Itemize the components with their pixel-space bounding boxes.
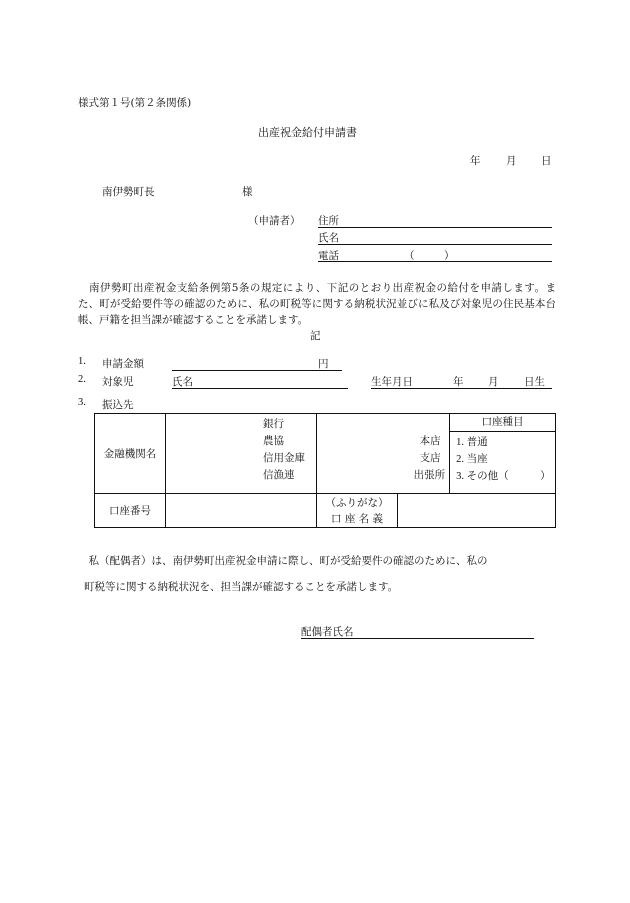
spouse-name-label: 配偶者氏名	[301, 626, 354, 638]
branch-type-list	[414, 433, 446, 484]
holder-label-cell	[317, 494, 398, 528]
account-holder-field[interactable]	[398, 494, 556, 528]
applicant-name-label: 氏名	[318, 232, 339, 244]
date-year-label: 年	[470, 155, 481, 167]
account-type-options	[450, 432, 555, 485]
child-name-field[interactable]	[172, 388, 348, 389]
applicant-phone-label: 電話	[318, 250, 339, 262]
amount-field[interactable]	[172, 370, 342, 371]
holder-label: 口 座 名 義	[330, 512, 383, 525]
applicant-name-field[interactable]	[318, 244, 552, 245]
item2-number: 2.	[78, 374, 86, 385]
phone-paren-open: （	[404, 250, 415, 262]
applicant-address-label: 住所	[318, 215, 339, 227]
spouse-consent-line2: 町税等に関する納税状況を、担当課が確認することを承諾します。	[84, 581, 399, 593]
applicant-address-field[interactable]	[318, 227, 552, 228]
account-number-field[interactable]	[166, 494, 317, 528]
bank-account-table	[94, 413, 556, 528]
consent-paragraph: 南伊勢町出産祝金支給条例第5条の規定により、下記のとおり出産祝金の給付を申請します。また、町が受給要件等の確認のために、私の町税等に関する納税状況並びに私及び対象児の住民基本台帳、戸籍を担当課が確認することを承諾します。	[78, 282, 556, 326]
addressee-honorific: 様	[242, 186, 253, 198]
item1-label: 申請金額	[102, 358, 144, 370]
spouse-consent-line1: 私（配偶者）は、南伊勢町出産祝金申請に際し、町が受給要件の確認のために、私の	[78, 555, 488, 567]
addressee-name: 南伊勢町長	[102, 186, 155, 198]
account-type-current[interactable]: 2. 当座	[456, 454, 488, 465]
account-type-label: 口座種目	[450, 414, 555, 432]
birth-month-label: 月	[488, 376, 499, 388]
item2-label: 対象児	[102, 376, 134, 388]
birthdate-field[interactable]	[371, 388, 552, 389]
institution-type-list	[263, 416, 305, 484]
birth-year-label: 年	[453, 376, 464, 388]
phone-paren-close: ）	[444, 250, 455, 262]
spouse-name-field[interactable]	[301, 638, 534, 639]
birthdate-label: 生年月日	[371, 376, 413, 388]
institution-label-cell	[95, 414, 166, 494]
institution-label: 金融機関名	[103, 448, 157, 460]
form-title: 出産祝金給付申請書	[258, 126, 357, 139]
applicant-label: （申請者）	[248, 215, 301, 227]
birth-day-label: 日生	[524, 376, 545, 388]
item3-number: 3.	[78, 397, 86, 408]
item1-number: 1.	[78, 356, 86, 367]
form-number: 様式第１号(第２条関係)	[78, 97, 192, 109]
child-name-label: 氏名	[172, 376, 193, 388]
account-type-other[interactable]: 3. その他（ ）	[456, 471, 551, 482]
furigana-label: （ふりがな）	[325, 496, 389, 509]
branch-sub: 支店	[419, 452, 441, 464]
date-day-label: 日	[541, 155, 552, 167]
branch-cell[interactable]	[317, 414, 450, 494]
institution-name-cell[interactable]	[166, 414, 317, 494]
branch-main: 本店	[419, 435, 441, 447]
branch-office: 出張所	[413, 469, 446, 481]
account-number-label-cell	[95, 494, 166, 528]
amount-unit: 円	[318, 358, 329, 370]
account-type-cell	[450, 414, 556, 494]
account-type-ordinary[interactable]: 1. 普通	[456, 437, 488, 448]
applicant-phone-field[interactable]	[318, 261, 552, 262]
type-shingyoren: 信漁連	[263, 469, 295, 481]
type-shinkin: 信用金庫	[263, 452, 305, 464]
item3-label: 振込先	[102, 399, 134, 411]
type-nokyo: 農協	[263, 435, 284, 447]
ki-label: 記	[310, 330, 321, 342]
type-bank: 銀行	[263, 418, 284, 430]
date-month-label: 月	[506, 155, 517, 167]
account-number-label: 口座番号	[109, 505, 151, 517]
